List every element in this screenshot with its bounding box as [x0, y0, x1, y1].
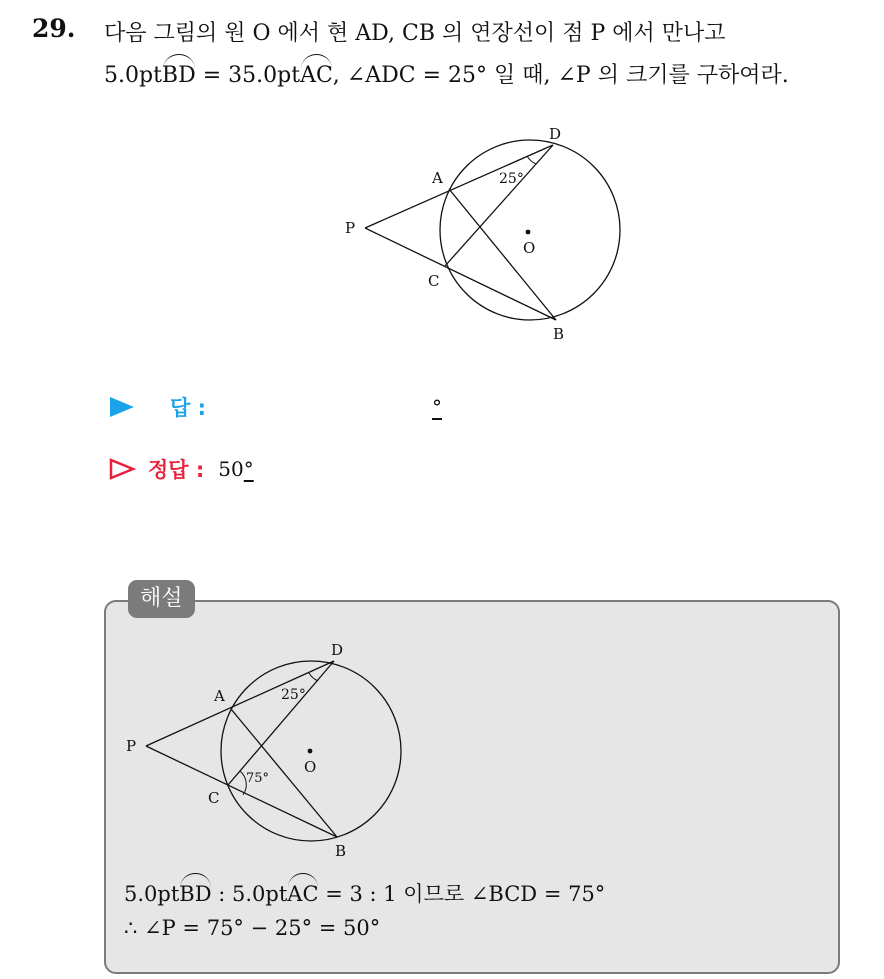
solution-text-line2: ∴ ∠P = 75° − 25° = 50° [124, 916, 381, 940]
question-line2-suffix: , ∠ADC = 25° 일 때, ∠P 의 크기를 구하여라. [332, 63, 789, 88]
question-text-line1: 다음 그림의 원 O 에서 현 AD, CB 의 연장선이 점 P 에서 만나고 [104, 21, 726, 46]
label-angle-25: 25° [499, 171, 524, 187]
segment-cd [445, 145, 553, 266]
solution-arc-ac: AC [287, 882, 319, 906]
angle-d-arc [527, 156, 536, 164]
arc-ac: AC [300, 63, 333, 88]
solution-label-a: A [214, 687, 225, 705]
solution-label-angle-75: 75° [246, 771, 270, 786]
answer-input[interactable]: ° [432, 395, 442, 419]
solution-line1-mid: : 5.0pt [211, 882, 288, 906]
outline-triangle-icon [108, 457, 136, 481]
question-text-line2 [104, 58, 789, 89]
solution-label-angle-25: 25° [281, 687, 306, 703]
center-dot [526, 230, 531, 235]
label-d: D [549, 125, 562, 143]
solution-segment-pd [146, 661, 334, 746]
solution-arc-bd: BD [179, 882, 212, 906]
label-b: B [553, 325, 565, 343]
solution-text-line1 [124, 878, 605, 908]
solution-label-b: B [335, 842, 347, 860]
label-o: O [523, 239, 536, 257]
solution-figure [118, 640, 418, 865]
play-triangle-icon [108, 395, 136, 419]
question-line2-mid: = 35.0pt [195, 63, 301, 88]
solution-label-c: C [208, 789, 220, 807]
solution-line1-prefix: 5.0pt [124, 882, 180, 906]
segment-pd [365, 145, 553, 228]
solution-label-p: P [126, 737, 137, 755]
solution-label-o: O [304, 758, 317, 776]
correct-answer-label: 정답 : [148, 458, 205, 482]
solution-label-d: D [331, 641, 344, 659]
solution-angle-d-arc [309, 673, 318, 681]
question-figure [330, 118, 630, 348]
answer-label: 답 : [170, 396, 206, 420]
label-p: P [345, 219, 356, 237]
question-line2-prefix: 5.0pt [104, 63, 162, 88]
solution-segment-cd [228, 661, 334, 785]
solution-center-dot [308, 749, 313, 754]
arc-bd: BD [161, 63, 196, 88]
solution-line1-suffix: = 3 : 1 이므로 ∠BCD = 75° [318, 882, 606, 906]
solution-tag: 해설 [128, 580, 195, 618]
label-c: C [428, 272, 440, 290]
label-a: A [432, 169, 443, 187]
correct-answer-value: 50 [218, 457, 244, 481]
question-number: 29. [32, 14, 76, 43]
correct-answer-unit: ° [243, 457, 254, 481]
answer-row [108, 391, 444, 423]
circle-o [440, 140, 620, 320]
segment-ab [449, 189, 556, 320]
correct-answer-row [108, 453, 254, 485]
